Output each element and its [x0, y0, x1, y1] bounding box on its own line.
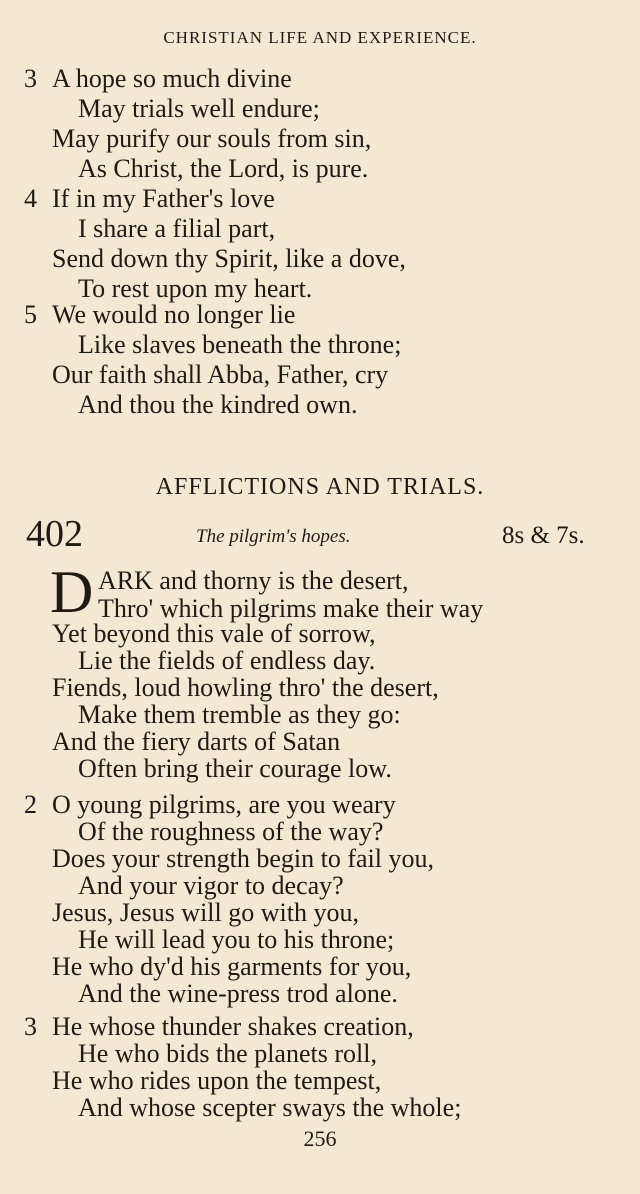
verse-line: He will lead you to his throne; [78, 925, 395, 954]
verse-line: Jesus, Jesus will go with you, [52, 898, 359, 927]
verse-number: 3 [24, 1012, 37, 1041]
verse-line: He who rides upon the tempest, [52, 1066, 382, 1095]
verse-line: As Christ, the Lord, is pure. [78, 154, 369, 183]
verse-line: Of the roughness of the way? [78, 817, 384, 846]
verse-line: Make them tremble as they go: [78, 700, 401, 729]
verse-number: 4 [24, 184, 37, 213]
verse-number: 5 [24, 300, 37, 329]
hymn-meter: 8s & 7s. [502, 522, 585, 549]
verse-line: Like slaves beneath the throne; [78, 330, 402, 359]
verse-line: And thou the kindred own. [78, 390, 358, 419]
hymn-subtitle: The pilgrim's hopes. [196, 526, 351, 547]
verse-line: Often bring their courage low. [78, 754, 392, 783]
verse-line: And the fiery darts of Satan [52, 727, 341, 756]
running-head: CHRISTIAN LIFE AND EXPERIENCE. [163, 28, 477, 47]
verse-line: Send down thy Spirit, like a dove, [52, 244, 406, 273]
verse-line: Our faith shall Abba, Father, cry [52, 360, 389, 389]
verse-line: May purify our souls from sin, [52, 124, 372, 153]
verse-line: Lie the fields of endless day. [78, 646, 376, 675]
verse-line: A hope so much divine [52, 64, 292, 93]
verse-line: Fiends, loud howling thro' the desert, [52, 673, 439, 702]
verse-line: He whose thunder shakes creation, [52, 1012, 414, 1041]
verse-line: And your vigor to decay? [78, 871, 344, 900]
verse-line: And whose scepter sways the whole; [78, 1093, 462, 1122]
verse-line: ARK and thorny is the desert, [98, 566, 409, 595]
verse-line: And the wine-press trod alone. [78, 979, 398, 1008]
verse-line: May trials well endure; [78, 94, 320, 123]
verse-line: Thro' which pilgrims make their way [98, 594, 484, 623]
verse-number: 3 [24, 64, 37, 93]
section-title: AFFLICTIONS AND TRIALS. [155, 474, 485, 500]
verse-line: He who bids the planets roll, [78, 1039, 377, 1068]
verse-line: He who dy'd his garments for you, [52, 952, 412, 981]
verse-line: If in my Father's love [52, 184, 275, 213]
verse-line: I share a filial part, [78, 214, 276, 243]
page-number: 256 [303, 1126, 337, 1151]
verse-line: O young pilgrims, are you weary [52, 790, 396, 819]
drop-cap: D [50, 559, 94, 625]
verse-line: Does your strength begin to fail you, [52, 844, 434, 873]
hymn-number: 402 [26, 513, 83, 555]
verse-line: To rest upon my heart. [78, 274, 313, 303]
verse-number: 2 [24, 790, 37, 819]
verse-line: Yet beyond this vale of sorrow, [52, 619, 376, 648]
verse-line: We would no longer lie [52, 300, 296, 329]
